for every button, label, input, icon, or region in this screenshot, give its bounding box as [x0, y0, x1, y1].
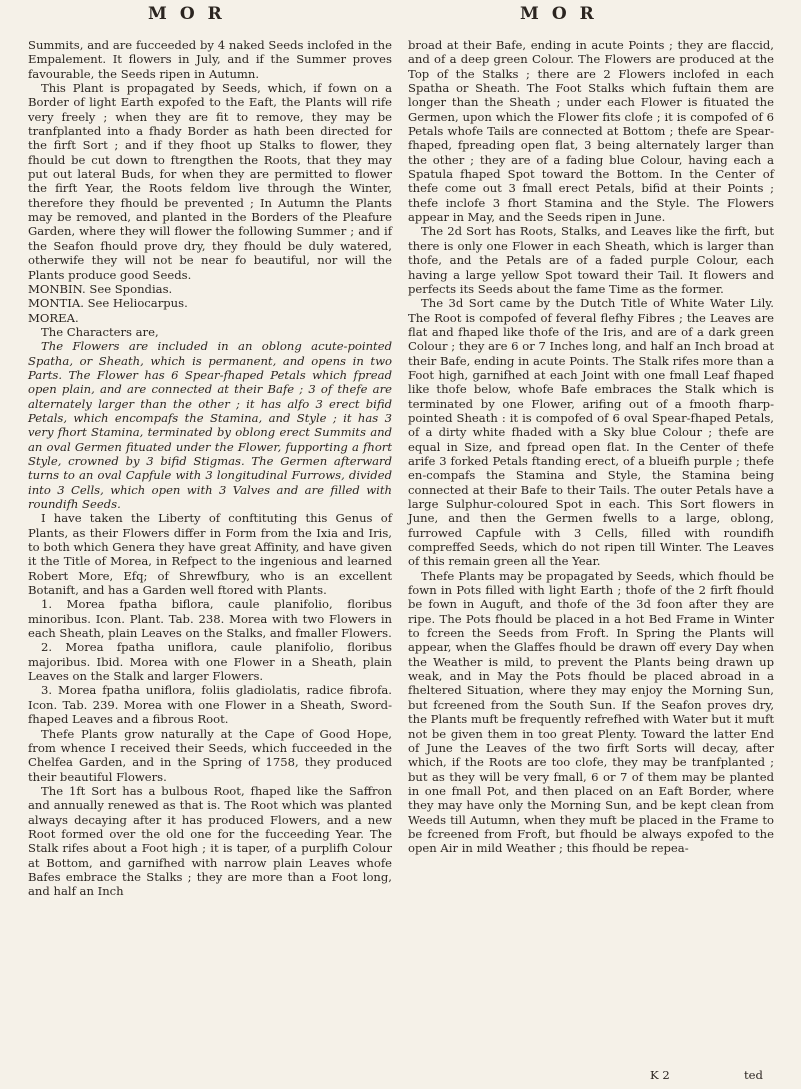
paragraph: The 1ft Sort has a bulbous Root, fhaped like the Saffron and annually renewed as that is. The Root which was planted always decaying after it has produced Flowers, and a new Root formed over the old one for the fucceeding Year. The Stalk rifes about a Foot high ; it is taper, of a purplifh Colour at Bottom, and garnifhed with narrow plain Leaves whofe Bafes embrace the Stalks ; they are more than a Foot long, and half an Inch — [28, 783, 392, 899]
left-column — [28, 38, 392, 899]
paragraph: broad at their Bafe, ending in acute Points ; they are flaccid, and of a deep green Colour. The Flowers are produced at the Top of the Stalks ; there are 2 Flowers inclofed in each Spatha or Sheath. The Foot Stalks which fuftain them are longer than the Sheath ; under each Flower is fituated the Germen, upon which the Flower fits clofe ; it is compofed of 6 Petals whofe Tails are connected at Bottom ; thefe are Spear-fhaped, fpreading open flat, 3 being alternately larger than the other ; they are of a fading blue Colour, having each a Spatula fhaped Spot toward the Bottom. In the Center of thefe come out 3 fmall erect Petals, bifid at their Points ; thefe inclofe 3 fhort Stamina and the Style. The Flowers appear in May, and the Seeds ripen in June. — [408, 38, 774, 225]
paragraph: Thefe Plants grow naturally at the Cape of Good Hope, from whence I received their Seeds, which fucceeded in the Chelfea Garden, and in the Spring of 1758, they produced their beautiful Flowers. — [28, 726, 392, 784]
species-2: 2. Morea fpatha uniflora, caule planifolio, floribus majoribus. Ibid. Morea with one Flower in a Sheath, plain Leaves on the Stalk and larger Flowers. — [28, 640, 392, 684]
entry-morea-heading: MOREA. — [28, 310, 79, 325]
characters-description: The Flowers are included in an oblong acute-pointed Spatha, or Sheath, which is permanent, and opens in two Parts. The Flower has 6 Spear-fhaped Petals which fpread open plain, and are connected at their Bafe ; 3 of thefe are alternately larger than the other ; it has alfo 3 erect bifid Petals, which encompafs the Stamina, and Style ; it has 3 very fhort Stamina, terminated by oblong erect Summits and an oval Germen fituated under the Flower, fupporting a fhort Style, crowned by 3 bifid Stigmas. The Germen afterward turns to an oval Capfule with 3 longitudinal Furrows, divided into 3 Cells, which open with 3 Valves and are filled with roundifh Seeds. — [28, 339, 392, 511]
running-head-right: MOR — [520, 4, 607, 24]
paragraph: The 3d Sort came by the Dutch Title of White Water Lily. The Root is compofed of feveral flefhy Fibres ; the Leaves are flat and fhaped like thofe of the Iris, and are of a dark green Colour ; they are 6 or 7 Inches long, and half an Inch broad at their Bafe, ending in acute Points. The Stalk rifes more than a Foot high, garnifhed at each Joint with one fmall Leaf fhaped like thofe below, whofe Bafe embraces the Stalk which is terminated by one Flower, arifing out of a fmooth fharp-pointed Sheath : it is compofed of 6 oval Spear-fhaped Petals, of a dirty white fhaded with a Sky blue Colour ; thefe are equal in Size, and fpread open flat. In the Center of thefe arife 3 forked Petals ftanding erect, of a blueifh purple ; thefe en-compafs the Stamina and Style, the Stamina being connected at their Bafe to their Tails. The outer Petals have a large Sulphur-coloured Spot in each. This Sort flowers in June, and then the Germen fwells to a large, oblong, furrowed Capfule with 3 Cells, filled with roundifh compreffed Seeds, which do not ripen till Winter. The Leaves of this remain green all the Year. — [408, 296, 774, 569]
characters-heading: The Characters are, — [41, 324, 159, 339]
entry-monbin: MONBIN. See Spondias. — [28, 281, 173, 296]
signature-mark: K 2 — [650, 1068, 670, 1082]
paragraph: Thefe Plants may be propagated by Seeds, which fhould be fown in Pots filled with light Earth ; thofe of the 2 firft fhould be fown in Auguft, and thofe of the 3d foon after they are ripe. The Pots fhould be placed in a hot Bed Frame in Winter to fcreen the Seeds from Froft. In Spring the Plants will appear, when the Glaffes fhould be drawn off every Day when the Weather is mild, to prevent the Plants being drawn up weak, and in May the Pots fhould be placed abroad in a fheltered Situation, where they may enjoy the Morning Sun, but fcreened from the South Sun. If the Seafon proves dry, the Plants muft be frequently refrefhed with Water but it muft not be given them in too great Plenty. Toward the latter End of June the Leaves of the two firft Sorts will decay, after which, if the Roots are too clofe, they may be tranfplanted ; but as they will be very fmall, 6 or 7 of them may be planted in one fmall Pot, and then placed on an Eaft Border, where they may have only the Morning Sun, and be kept clean from Weeds till Autumn, when they muft be placed in the Frame to be fcreened from Froft, but fhould be always expofed to the open Air in mild Weather ; this fhould be repea- — [408, 568, 774, 856]
paragraph: This Plant is propagated by Seeds, which, if fown on a Border of light Earth expofed to the Eaft, the Plants will rife very freely ; when they are fit to remove, they may be tranfplanted into a fhady Border as hath been directed for the firft Sort ; and if they fhoot up Stalks to flower, they fhould be cut down to ftrengthen the Roots, that they may put out lateral Buds, for when they are permitted to flower the firft Year, the Roots feldom live through the Winter, therefore they fhould be prevented ; In Autumn the Plants may be removed, and planted in the Borders of the Pleafure Garden, where they will flower the following Summer ; and if the Seafon fhould prove dry, they fhould be duly watered, otherwife they will not be near fo beautiful, nor will the Plants produce good Seeds. — [28, 81, 392, 282]
catchword: ted — [744, 1068, 763, 1082]
paragraph: Summits, and are fucceeded by 4 naked Seeds inclofed in the Empalement. It flowers in July, and if the Summer proves favourable, the Seeds ripen in Autumn. — [28, 38, 392, 81]
running-head-left: MOR — [148, 4, 235, 24]
species-3: 3. Morea fpatha uniflora, foliis gladiolatis, radice fibrofa. Icon. Tab. 239. Morea with one Flower in a Sheath, Sword-fhaped Leaves and a fibrous Root. — [28, 683, 392, 727]
paragraph: The 2d Sort has Roots, Stalks, and Leaves like the firft, but there is only one Flower in each Sheath, which is larger than thofe, and the Petals are of a faded purple Colour, each having a large yellow Spot toward their Tail. It flowers and perfects its Seeds about the fame Time as the former. — [408, 224, 774, 296]
species-1: 1. Morea fpatha biflora, caule planifolio, floribus minoribus. Icon. Plant. Tab. 238. Morea with two Flowers in each Sheath, plain Leaves on the Stalks, and fmaller Flowers. — [28, 597, 392, 641]
entry-montia: MONTIA. See Heliocarpus. — [28, 296, 188, 311]
right-column — [408, 38, 774, 856]
paragraph: I have taken the Liberty of conftituting this Genus of Plants, as their Flowers differ in Form from the Ixia and Iris, to both which Genera they have great Affinity, and have given it the Title of Morea, in Refpect to the ingenious and learned Robert More, Efq; of Shrewfbury, who is an excellent Botanift, and has a Garden well ftored with Plants. — [28, 511, 392, 598]
